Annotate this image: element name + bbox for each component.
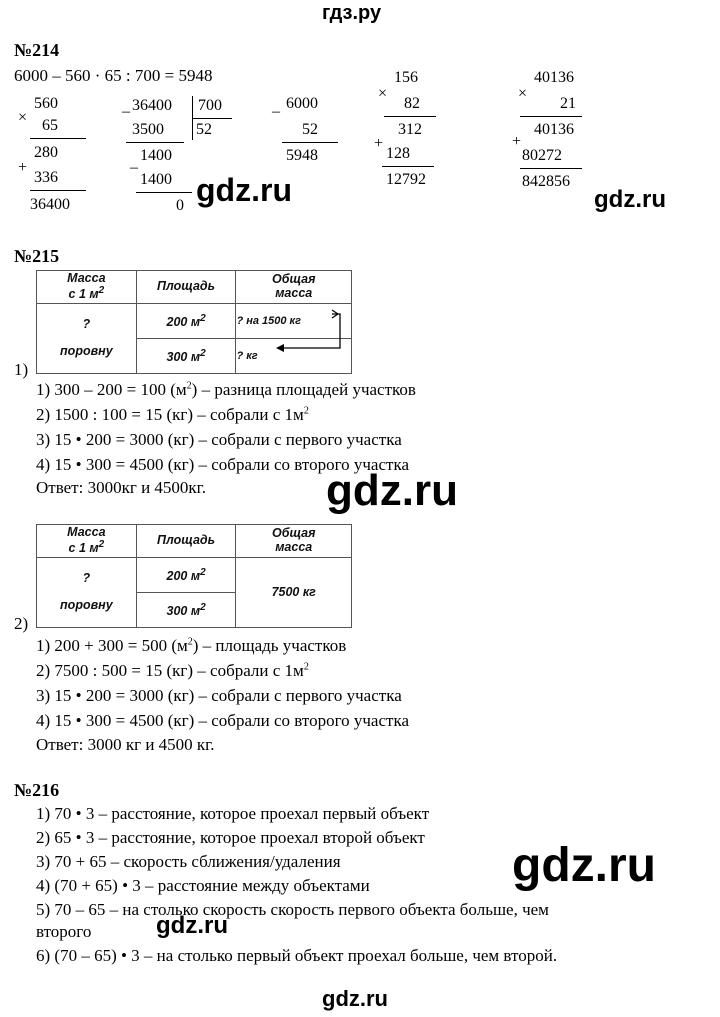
watermark: gdz.ru bbox=[156, 912, 228, 939]
p216-line5: 5) 70 – 65 – на столько скорость скорость первого объекта больше, чем bbox=[36, 900, 549, 919]
th-area: Площадь bbox=[136, 525, 236, 558]
minus-sign: – bbox=[272, 103, 280, 120]
th-mass: Масса с 1 $м^2$ bbox=[37, 525, 137, 558]
mult2-line bbox=[384, 116, 436, 117]
mult1-p2: 336 bbox=[34, 169, 58, 186]
mult1-line bbox=[30, 138, 86, 139]
p215-1-step4: 4) 15 • 300 = 4500 (кг) – собрали со второго участка bbox=[36, 455, 409, 474]
mult1-a: 560 bbox=[34, 95, 58, 112]
p215-2-step1: 1) 200 + 300 = 500 $(м^2)$ – площадь участков bbox=[36, 636, 347, 655]
table-2 bbox=[36, 524, 352, 628]
problem-216-number: №216 bbox=[14, 780, 60, 800]
times-sign: × bbox=[378, 85, 388, 102]
th-mass: Масса с 1 $м^2$ bbox=[37, 271, 137, 304]
minus-sign: – bbox=[122, 103, 130, 120]
cell-area1: 200 $м^2$ bbox=[136, 304, 236, 339]
mult3-result: 842856 bbox=[522, 173, 570, 190]
watermark: gdz.ru bbox=[326, 466, 458, 515]
p215-2-step3: 3) 15 • 200 = 3000 (кг) – собрали с первого участка bbox=[36, 686, 402, 705]
p216-line7: 6) (70 – 65) • 3 – на столько первый объект проехал больше, чем второй. bbox=[36, 946, 558, 965]
part2-label: 2) bbox=[14, 614, 29, 633]
plus-sign: + bbox=[18, 159, 28, 176]
div-s2: 1400 bbox=[140, 171, 172, 188]
div-dividend: 36400 bbox=[132, 97, 172, 114]
p215-2-step2: 2) 7500 : 500 = 15 (кг) – собрали с $1м^2$ bbox=[36, 661, 309, 680]
problem-214-expression: 6000 – 560 · 65 : 700 = 5948 bbox=[14, 66, 213, 85]
watermark: gdz.ru bbox=[594, 186, 666, 213]
mult2-a: 156 bbox=[394, 69, 418, 86]
mult3-line bbox=[520, 116, 582, 117]
th-area: Площадь bbox=[136, 271, 236, 304]
cell-area2: 300 $м^2$ bbox=[136, 593, 236, 628]
cell-t2-total: 7500 кг bbox=[236, 558, 352, 628]
mult1-result: 36400 bbox=[30, 196, 70, 213]
mult3-p1: 40136 bbox=[534, 121, 574, 138]
p216-line2: 2) 65 • 3 – расстояние, которое проехал второй объект bbox=[36, 828, 425, 847]
mult2-line2 bbox=[382, 166, 434, 167]
problem-214-number: №214 bbox=[14, 40, 60, 60]
mult2-p2: 128 bbox=[386, 145, 410, 162]
th-total: Общая масса bbox=[236, 525, 352, 558]
cell-mass: ? поровну bbox=[37, 558, 137, 628]
th-total: Общая масса bbox=[236, 271, 352, 304]
div-quotient: 52 bbox=[196, 121, 212, 138]
mult1-line2 bbox=[30, 190, 86, 191]
p215-1-step2: 2) 1500 : 100 = 15 (кг) – собрали с $1м^2$ bbox=[36, 405, 309, 424]
p215-1-answer: Ответ: 3000кг и 4500кг. bbox=[36, 478, 206, 497]
sub-b: 52 bbox=[302, 121, 318, 138]
mult2-b: 82 bbox=[404, 95, 420, 112]
watermark: gdz.ru bbox=[322, 986, 388, 1011]
p216-line4: 4) (70 + 65) • 3 – расстояние между объектами bbox=[36, 876, 370, 895]
div-s1: 3500 bbox=[132, 121, 164, 138]
div-rem: 0 bbox=[176, 197, 184, 214]
plus-sign: + bbox=[512, 133, 522, 150]
p215-2-step4: 4) 15 • 300 = 4500 (кг) – собрали со второго участка bbox=[36, 711, 409, 730]
site-header: гдз.ру bbox=[322, 2, 382, 24]
sub-result: 5948 bbox=[286, 147, 318, 164]
sub-a: 6000 bbox=[286, 95, 318, 112]
cell-area2: 300 $м^2$ bbox=[136, 339, 236, 374]
plus-sign: + bbox=[374, 135, 384, 152]
problem-215-number: №215 bbox=[14, 246, 60, 266]
arrow-icon bbox=[270, 306, 350, 356]
times-sign: × bbox=[518, 85, 528, 102]
mult1-p1: 280 bbox=[34, 144, 58, 161]
mult3-b: 21 bbox=[560, 95, 576, 112]
mult2-p1: 312 bbox=[398, 121, 422, 138]
cell-t1-q: ? кг bbox=[236, 339, 352, 374]
mult2-result: 12792 bbox=[386, 171, 426, 188]
minus-sign: – bbox=[130, 159, 138, 176]
p215-1-step1: 1) 300 – 200 = 100 $(м^2)$ – разница площадей участков bbox=[36, 380, 416, 399]
mult1-b: 65 bbox=[42, 117, 58, 134]
p216-line3: 3) 70 + 65 – скорость сближения/удаления bbox=[36, 852, 341, 871]
cell-mass: ? поровну bbox=[37, 304, 137, 374]
p215-1-step3: 3) 15 • 200 = 3000 (кг) – собрали с первого участка bbox=[36, 430, 402, 449]
p216-line6: второго bbox=[36, 922, 92, 941]
mult3-p2: 80272 bbox=[522, 147, 562, 164]
watermark: gdz.ru bbox=[512, 839, 656, 892]
mult3-a: 40136 bbox=[534, 69, 574, 86]
times-sign: × bbox=[18, 109, 28, 126]
part1-label: 1) bbox=[14, 360, 29, 379]
cell-t1-more: ? на 1500 кг bbox=[236, 304, 352, 339]
cell-area1: 200 $м^2$ bbox=[136, 558, 236, 593]
div-divisor: 700 bbox=[198, 97, 222, 114]
div-r1: 1400 bbox=[140, 147, 172, 164]
div-line2 bbox=[136, 192, 192, 193]
p216-line1: 1) 70 • 3 – расстояние, которое проехал первый объект bbox=[36, 804, 430, 823]
sub-line bbox=[282, 142, 338, 143]
div-quot-line bbox=[192, 118, 232, 119]
p215-2-answer: Ответ: 3000 кг и 4500 кг. bbox=[36, 735, 215, 754]
div-line1 bbox=[126, 142, 184, 143]
mult3-line2 bbox=[520, 168, 582, 169]
watermark: gdz.ru bbox=[196, 172, 292, 208]
